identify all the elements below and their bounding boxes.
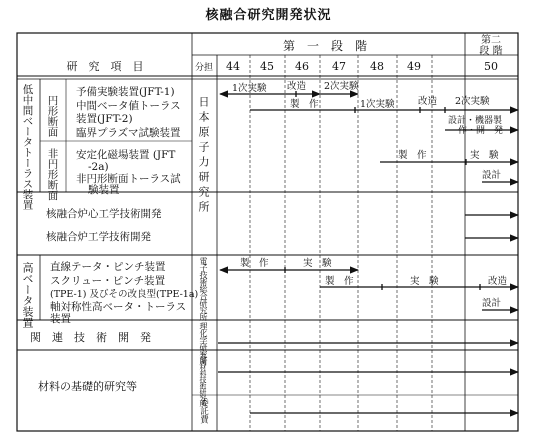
research-item-header: 研 究 項 目	[66, 60, 144, 73]
item-jft2a-line1: 安定化磁場装置 (JFT	[76, 149, 176, 161]
year-label: 50	[484, 60, 498, 73]
annotation-design-line1: 設計・機器製	[448, 116, 503, 126]
annotation-make: 製 作	[290, 99, 319, 110]
item-reactor-engineering: 核融合炉心工学技術開発	[46, 208, 162, 220]
year-label: 46	[295, 60, 309, 73]
year-label: 49	[407, 60, 421, 73]
item-tpe: (TPE-1) 及びその改良型(TPE-1a)	[50, 289, 199, 300]
item-jft2-line2: 装置(JFT-2)	[76, 113, 133, 125]
annotation-design2: 設計	[482, 298, 502, 309]
annotation-first-exp: 1次実験	[232, 83, 267, 94]
annotation-make3: 製 作	[240, 258, 269, 269]
annotation-second-exp: 2次実験	[324, 81, 359, 92]
annotation-experiment: 実 験	[470, 150, 499, 161]
year-label: 48	[370, 60, 384, 73]
item-reactor-tech: 核融合炉工学技術開発	[46, 231, 151, 243]
phase1-label: 第 一 段 階	[282, 39, 368, 53]
phase2-label-line1: 第二	[481, 35, 501, 46]
annotation-design-line2: 作・開 発	[458, 126, 504, 136]
phase2-label-line2: 段 階	[479, 46, 503, 57]
item-axisym-line1: 軸対称性高ベータ・トーラス	[50, 301, 187, 313]
annotation-second-exp2: 2次実験	[455, 96, 490, 107]
item-jft2a-line2: -2a)	[88, 161, 109, 173]
assignee-committee: 委託費	[198, 398, 209, 424]
item-noncircular-line2: 験装置	[88, 184, 120, 196]
schedule-bars	[218, 91, 518, 413]
annotation-modify3: 改造	[488, 276, 508, 287]
annotation-design: 設計	[482, 170, 502, 181]
assignee-ipcr: 理化学研究所	[199, 322, 208, 364]
item-screw-pinch: スクリュー・ピンチ装置	[50, 275, 166, 287]
annotation-first-exp2: 1次実験	[360, 99, 395, 110]
year-label: 44	[226, 60, 240, 73]
group-circular-label: 円形断面	[46, 95, 59, 137]
item-related-tech: 関 連 技 術 開 発	[30, 331, 151, 344]
assignee-nrim: 金属材料技術研究所	[199, 352, 207, 406]
page-title: 核融合研究開発状況	[205, 8, 332, 23]
annotation-modify2: 改造	[418, 96, 438, 107]
group-low-beta-label: 低中間ベータトーラス装置	[21, 84, 34, 210]
year-label: 45	[260, 60, 274, 73]
annotation-exp4: 実 験	[410, 276, 439, 287]
group-noncircular-label: 非円形断面	[46, 148, 59, 201]
annotation-make4: 製 作	[325, 276, 354, 287]
item-critical-plasma: 臨界プラズマ試験装置	[76, 127, 181, 139]
item-axisym-line2: 装置	[50, 313, 71, 325]
assignee-etl: 電子技術総合研究所	[199, 257, 208, 320]
annotation-exp3: 実 験	[303, 258, 332, 269]
year-label: 47	[332, 60, 346, 73]
annotation-modify: 改造	[287, 81, 307, 92]
annotation-make2: 製 作	[398, 150, 427, 161]
assignee-jaeri: 日本原子力研究所	[197, 96, 210, 216]
item-basic-research: 材料の基礎的研究等	[38, 380, 137, 393]
item-noncircular-line1: 非円形断面トーラス試	[76, 173, 181, 185]
group-high-beta-label: 高ベータ装置	[21, 262, 34, 328]
item-jft1: 予備実験装置(JFT-1)	[76, 86, 175, 98]
item-linear-theta: 直線テータ・ピンチ装置	[50, 261, 166, 273]
assignment-header: 分担	[194, 63, 214, 73]
item-jft2-line1: 中間ベータ値トーラス	[76, 100, 181, 112]
